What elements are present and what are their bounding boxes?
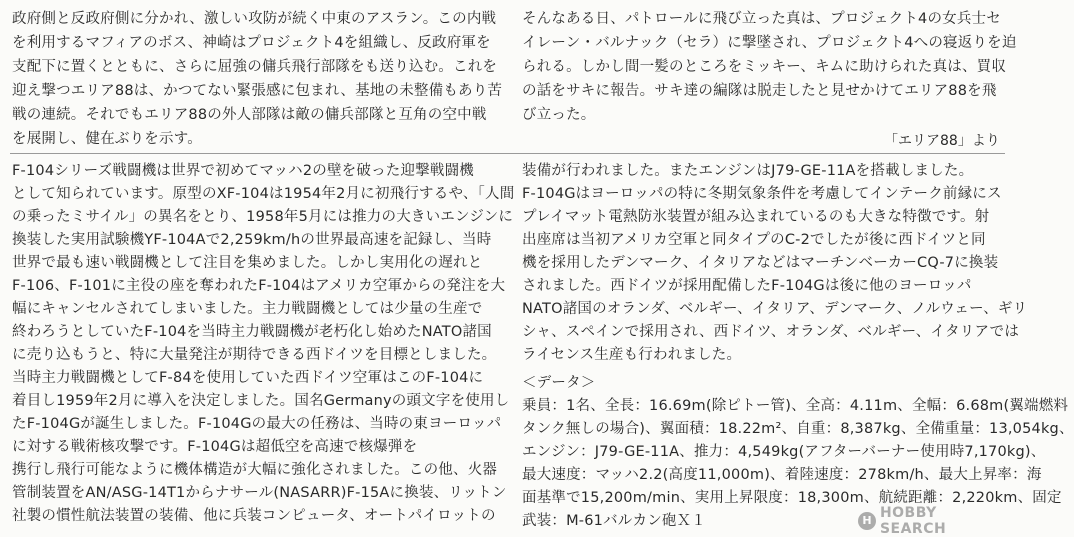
history-left-line: F-104シリーズ戦闘機は世界で初めてマッハ2の壁を破った迎撃戦闘機 bbox=[12, 163, 474, 179]
history-right-line: されました。西ドイツが採用配備したF-104Gは後に他のヨーロッパ bbox=[522, 278, 972, 294]
story-right-line: られる。しかし間一髪のところをミッキー、キムに助けられた真は、買収 bbox=[522, 59, 1007, 75]
history-left-line: 携行し飛行可能なように機体構造が大幅に強化されました。この他、火器 bbox=[12, 462, 498, 478]
spec-line: エンジン：J79-GE-11A、推力：4,549kg(アフターバーナー使用時7,170kg)、 bbox=[522, 444, 1046, 460]
spec-line: タンク無しの場合)、翼面積：18.22m²、自重：8,387kg、全備重量：13,054kg、 bbox=[522, 421, 1074, 437]
watermark-text: HOBBY SEARCH bbox=[879, 505, 947, 537]
history-right-line: NATO諸国のオランダ、ベルギー、イタリア、デンマーク、ノルウェー、ギリ bbox=[522, 301, 1028, 317]
history-left-line: 当時主力戦闘機としてF-84を使用していた西ドイツ空軍はこのF-104に bbox=[12, 370, 484, 386]
history-right-line: プレイマット電熱防氷装置が組み込まれているのも大きな特徴です。射 bbox=[522, 209, 990, 225]
story-left-line: 戦の連続。それでもエリア88の外人部隊は敵の傭兵部隊と互角の空中戦 bbox=[12, 107, 487, 123]
history-right-line: 機を採用したデンマーク、イタリアなどはマーチンベーカーCQ-7に換装 bbox=[522, 255, 999, 271]
hobby-search-logo-icon: H bbox=[858, 512, 876, 530]
story-left-line: 迎え撃つエリア88は、かつてない緊張感に包まれ、基地の未整備もあり苦 bbox=[12, 83, 503, 99]
history-left-line: 管制装置をAN/ASG-14T1からナサール(NASARR)F-15Aに換装、リットン bbox=[12, 485, 507, 501]
history-left-line: の乗ったミサイル」の異名をとり、1958年5月には推力の大きいエンジンに bbox=[12, 209, 514, 225]
spec-line: 面基準で15,200m/min、実用上昇限度：18,300m、航続距離：2,220km、固定 bbox=[522, 490, 1062, 506]
story-left-line: 政府側と反政府側に分かれ、激しい攻防が続く中東のアスラン。この内戦 bbox=[12, 11, 497, 27]
story-right-line: び立った。 bbox=[522, 107, 596, 123]
history-left-column bbox=[12, 163, 515, 536]
history-left-line: 換装した実用試験機YF-104Aで2,259km/hの世界最高速を記録し、当時 bbox=[12, 232, 492, 248]
history-left-line: 着目し1959年2月に導入を決定しました。国名Germanyの頭文字を使用し bbox=[12, 393, 510, 409]
spec-line: 乗員：1名、全長：16.69m(除ピトー管)、全高：4.11m、全幅：6.68m(翼端燃料 bbox=[522, 398, 1069, 414]
story-left-line: 支配下に置くとともに、さらに屈強の傭兵飛行部隊をも送り込む。これを bbox=[12, 59, 498, 75]
data-heading: ＜データ＞ bbox=[522, 375, 596, 391]
history-left-line: として知られています。原型のXF-104は1954年2月に初飛行するや、「人間 bbox=[12, 186, 515, 202]
history-right-line: 出座席は当初アメリカ空軍と同タイプのC-2でしたが後に西ドイツと同 bbox=[522, 232, 986, 248]
history-left-line: 幅にキャンセルされてしまいました。主力戦闘機としては少量の生産で bbox=[12, 301, 483, 317]
story-left-line: を展開し、健在ぶりを示す。 bbox=[12, 131, 202, 147]
story-right-line: イレーン・バルナック（セラ）に撃墜され、プロジェクト4への寝返りを迫 bbox=[522, 35, 1017, 51]
source-credit: 「エリア88」より bbox=[884, 133, 1000, 149]
spec-line: 最大速度：マッハ2.2(高度11,000m)、着陸速度：278km/h、最大上昇率：海 bbox=[522, 467, 1042, 483]
history-left-line: 社製の慣性航法装置の装備、他に兵装コンピュータ、オートパイロットの bbox=[12, 508, 496, 524]
history-right-line: F-104Gはヨーロッパの特に冬期気象条件を考慮してインテーク前縁にス bbox=[522, 186, 1002, 202]
history-right-line: 装備が行われました。またエンジンはJ79-GE-11Aを搭載しました。 bbox=[522, 163, 974, 179]
story-left-line: を利用するマフィアのボス、神崎はプロジェクト4を組織し、反政府軍を bbox=[12, 35, 491, 51]
history-right-line: ライセンス生産も行われました。 bbox=[522, 347, 742, 363]
story-right-line: そんなある日、パトロールに飛び立った真は、プロジェクト4の女兵士セ bbox=[522, 11, 1001, 27]
history-left-line: に対する戦術核攻撃です。F-104Gは超低空を高速で核爆弾を bbox=[12, 439, 418, 455]
history-left-line: 世界で最も速い戦闘機として注目を集めました。しかし実用化の遅れと bbox=[12, 255, 483, 271]
history-left-line: たF-104Gが誕生しました。F-104Gの最大の任務は、当時の東ヨーロッパ bbox=[12, 416, 502, 432]
history-left-line: 終わろうとしていたF-104を当時主力戦闘機が老朽化し始めたNATO諸国 bbox=[12, 324, 492, 340]
history-right-column bbox=[522, 163, 1028, 374]
spec-line: 武装：M-61バルカン砲Ｘ１ bbox=[522, 513, 706, 529]
story-right-column bbox=[522, 11, 1017, 123]
section-divider bbox=[10, 153, 1005, 154]
history-left-line: F-106、F-101に主役の座を奪われたF-104はアメリカ空軍からの発注を大 bbox=[12, 278, 506, 294]
story-left-column bbox=[12, 11, 503, 147]
hobby-search-watermark bbox=[858, 505, 1008, 537]
history-left-line: に売り込もうと、特に大量発注が期待できる西ドイツを目標としました。 bbox=[12, 347, 497, 363]
story-right-line: の話をサキに報告。サキ達の編隊は脱走したと見せかけてエリア88を飛 bbox=[522, 83, 997, 99]
history-right-line: シャ、スペインで採用され、西ドイツ、オランダ、ベルギー、イタリアでは bbox=[522, 324, 1020, 340]
